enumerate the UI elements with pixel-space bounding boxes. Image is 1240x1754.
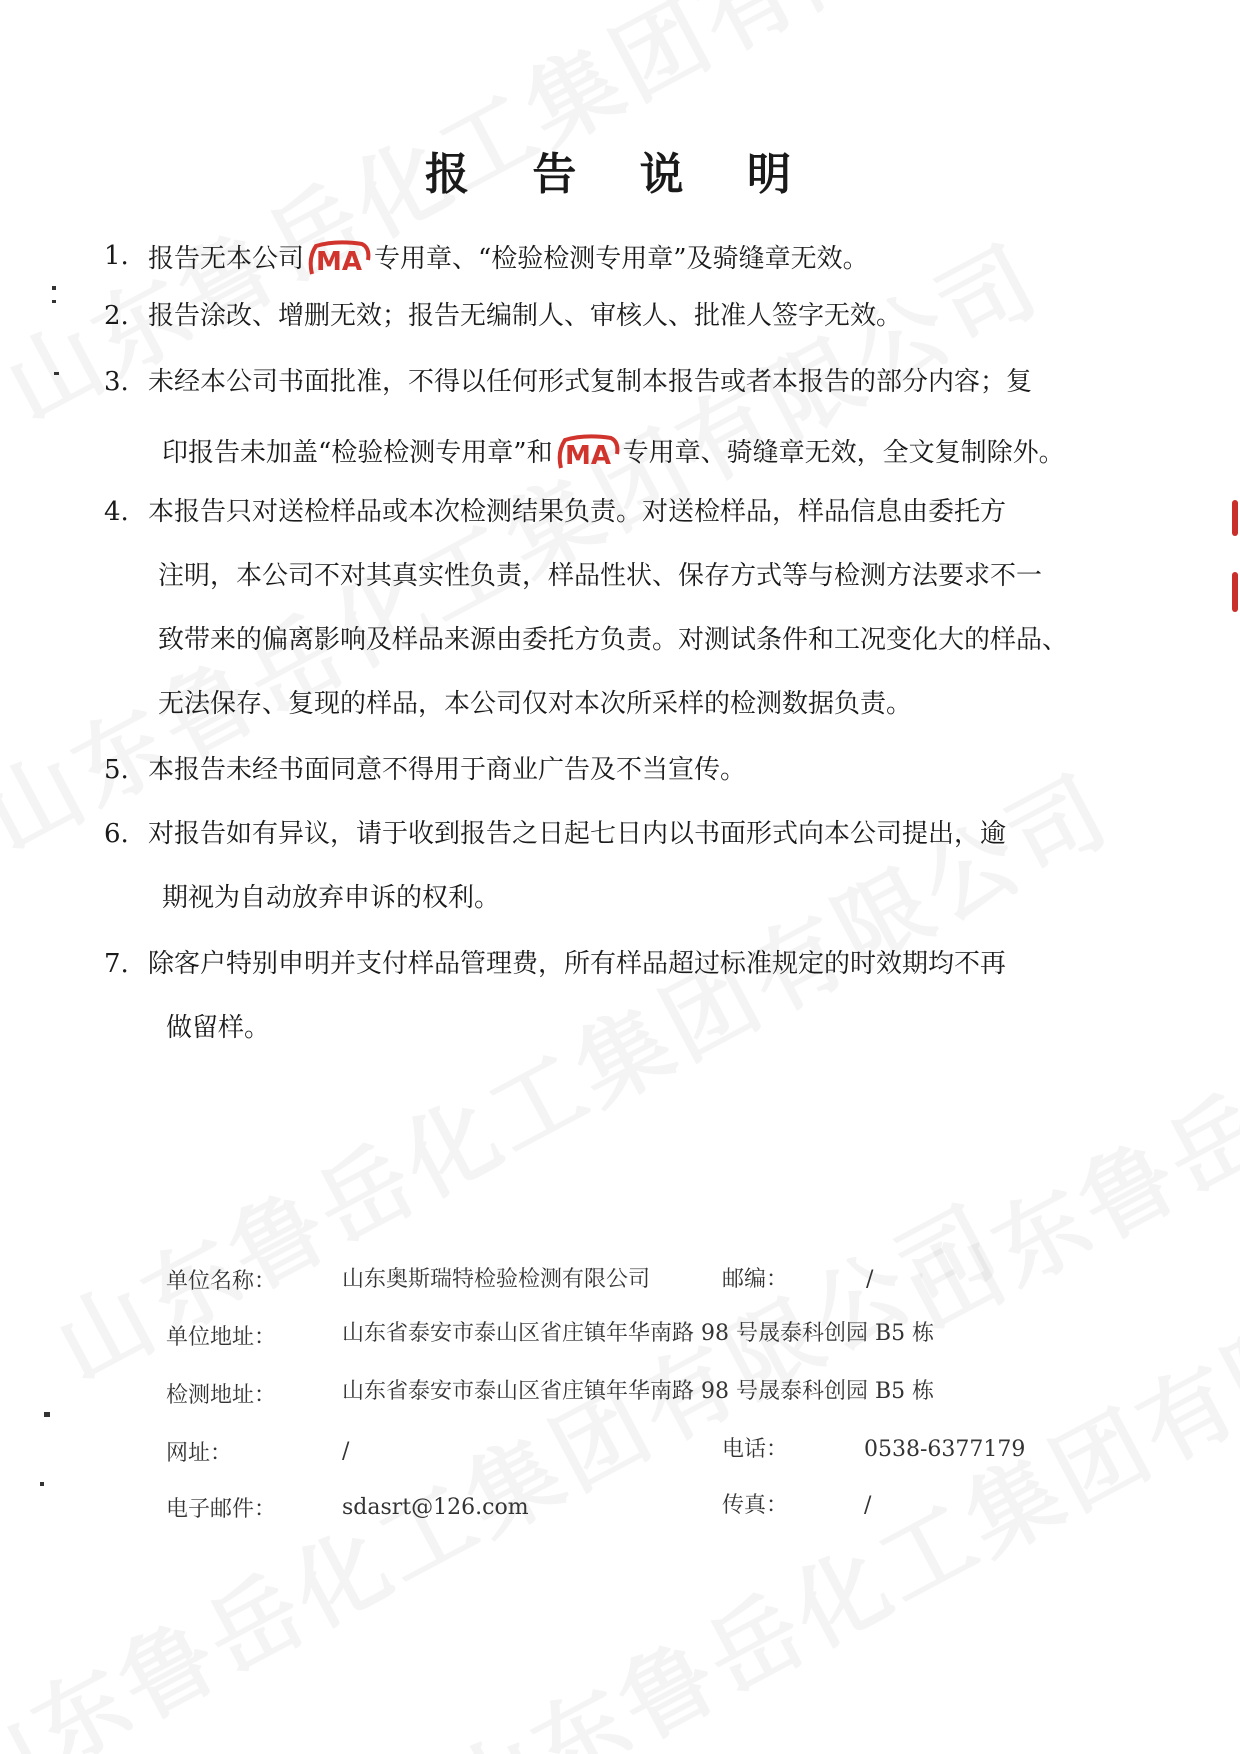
- item-6-line-1: 对报告如有异议，请于收到报告之日起七日内以书面形式向本公司提出，逾: [148, 819, 1007, 849]
- item-1-text-b: 专用章、“检验检测专用章”及骑缝章无效。: [374, 244, 869, 274]
- test-address-label: 检测地址：: [166, 1383, 277, 1408]
- item-6-line-2: 期视为自动放弃申诉的权利。: [162, 883, 501, 913]
- website: /: [342, 1439, 350, 1464]
- unit-name-label: 单位名称：: [166, 1269, 277, 1294]
- unit-address: 山东省泰安市泰山区省庄镇年华南路 98 号晟泰科创园 B5 栋: [342, 1321, 935, 1346]
- test-address: 山东省泰安市泰山区省庄镇年华南路 98 号晟泰科创园 B5 栋: [342, 1379, 935, 1404]
- item-number: 1.: [104, 241, 129, 271]
- unit-address-label: 单位地址：: [166, 1325, 277, 1350]
- item-3-text-a: 印报告未加盖“检验检测专用章”和: [162, 438, 553, 468]
- item-number: 3.: [104, 367, 129, 397]
- svg-text:MA: MA: [316, 247, 363, 277]
- item-number: 4.: [104, 497, 129, 527]
- scan-mark: [52, 300, 56, 303]
- item-number: 5.: [104, 755, 129, 785]
- item-4-line-2: 注明，本公司不对其真实性负责，样品性状、保存方式等与检测方法要求不一: [158, 561, 1043, 591]
- svg-text:MA: MA: [564, 441, 611, 471]
- item-3-line-2: [162, 432, 1065, 476]
- scan-mark: [1232, 572, 1238, 612]
- cma-stamp-icon: [306, 238, 372, 282]
- item-7-line-1: 除客户特别申明并支付样品管理费，所有样品超过标准规定的时效期均不再: [148, 949, 1007, 979]
- item-5: 本报告未经书面同意不得用于商业广告及不当宣传。: [148, 755, 747, 785]
- item-number: 2.: [104, 301, 129, 331]
- item-3-text-b: 专用章、骑缝章无效，全文复制除外。: [622, 438, 1065, 468]
- item-4-line-4: 无法保存、复现的样品，本公司仅对本次所采样的检测数据负责。: [158, 689, 913, 719]
- fax-label: 传真：: [722, 1493, 789, 1518]
- scan-mark: [1232, 500, 1238, 536]
- item-1-text-a: 报告无本公司: [148, 244, 305, 274]
- postcode-label: 邮编：: [722, 1267, 789, 1292]
- item-number: 6.: [104, 819, 129, 849]
- page-title: 报 告 说 明: [425, 149, 815, 200]
- scan-mark: [52, 286, 56, 290]
- scan-mark: [40, 1482, 44, 1486]
- item-1: [148, 238, 869, 282]
- email: sdasrt@126.com: [342, 1495, 529, 1520]
- scan-mark: [44, 1412, 50, 1417]
- phone-label: 电话：: [722, 1437, 789, 1462]
- phone: 0538-6377179: [864, 1437, 1026, 1462]
- item-7-line-2: 做留样。: [166, 1013, 271, 1043]
- item-3-line-1: 未经本公司书面批准，不得以任何形式复制本报告或者本报告的部分内容；复: [148, 367, 1033, 397]
- watermark: [880, 688, 1240, 1357]
- item-2: 报告涂改、增删无效；报告无编制人、审核人、批准人签字无效。: [148, 301, 903, 331]
- postcode: /: [866, 1267, 874, 1292]
- website-label: 网址：: [166, 1441, 233, 1466]
- item-4-line-1: 本报告只对送检样品或本次检测结果负责。对送检样品，样品信息由委托方: [148, 497, 1007, 527]
- item-number: 7.: [104, 949, 129, 979]
- unit-name: 山东奥斯瑞特检验检测有限公司: [342, 1267, 651, 1292]
- item-4-line-3: 致带来的偏离影响及样品来源由委托方负责。对测试条件和工况变化大的样品、: [158, 625, 1069, 655]
- email-label: 电子邮件：: [166, 1497, 277, 1522]
- fax: /: [864, 1493, 872, 1518]
- cma-stamp-icon: [555, 432, 621, 476]
- scan-mark: [54, 372, 59, 375]
